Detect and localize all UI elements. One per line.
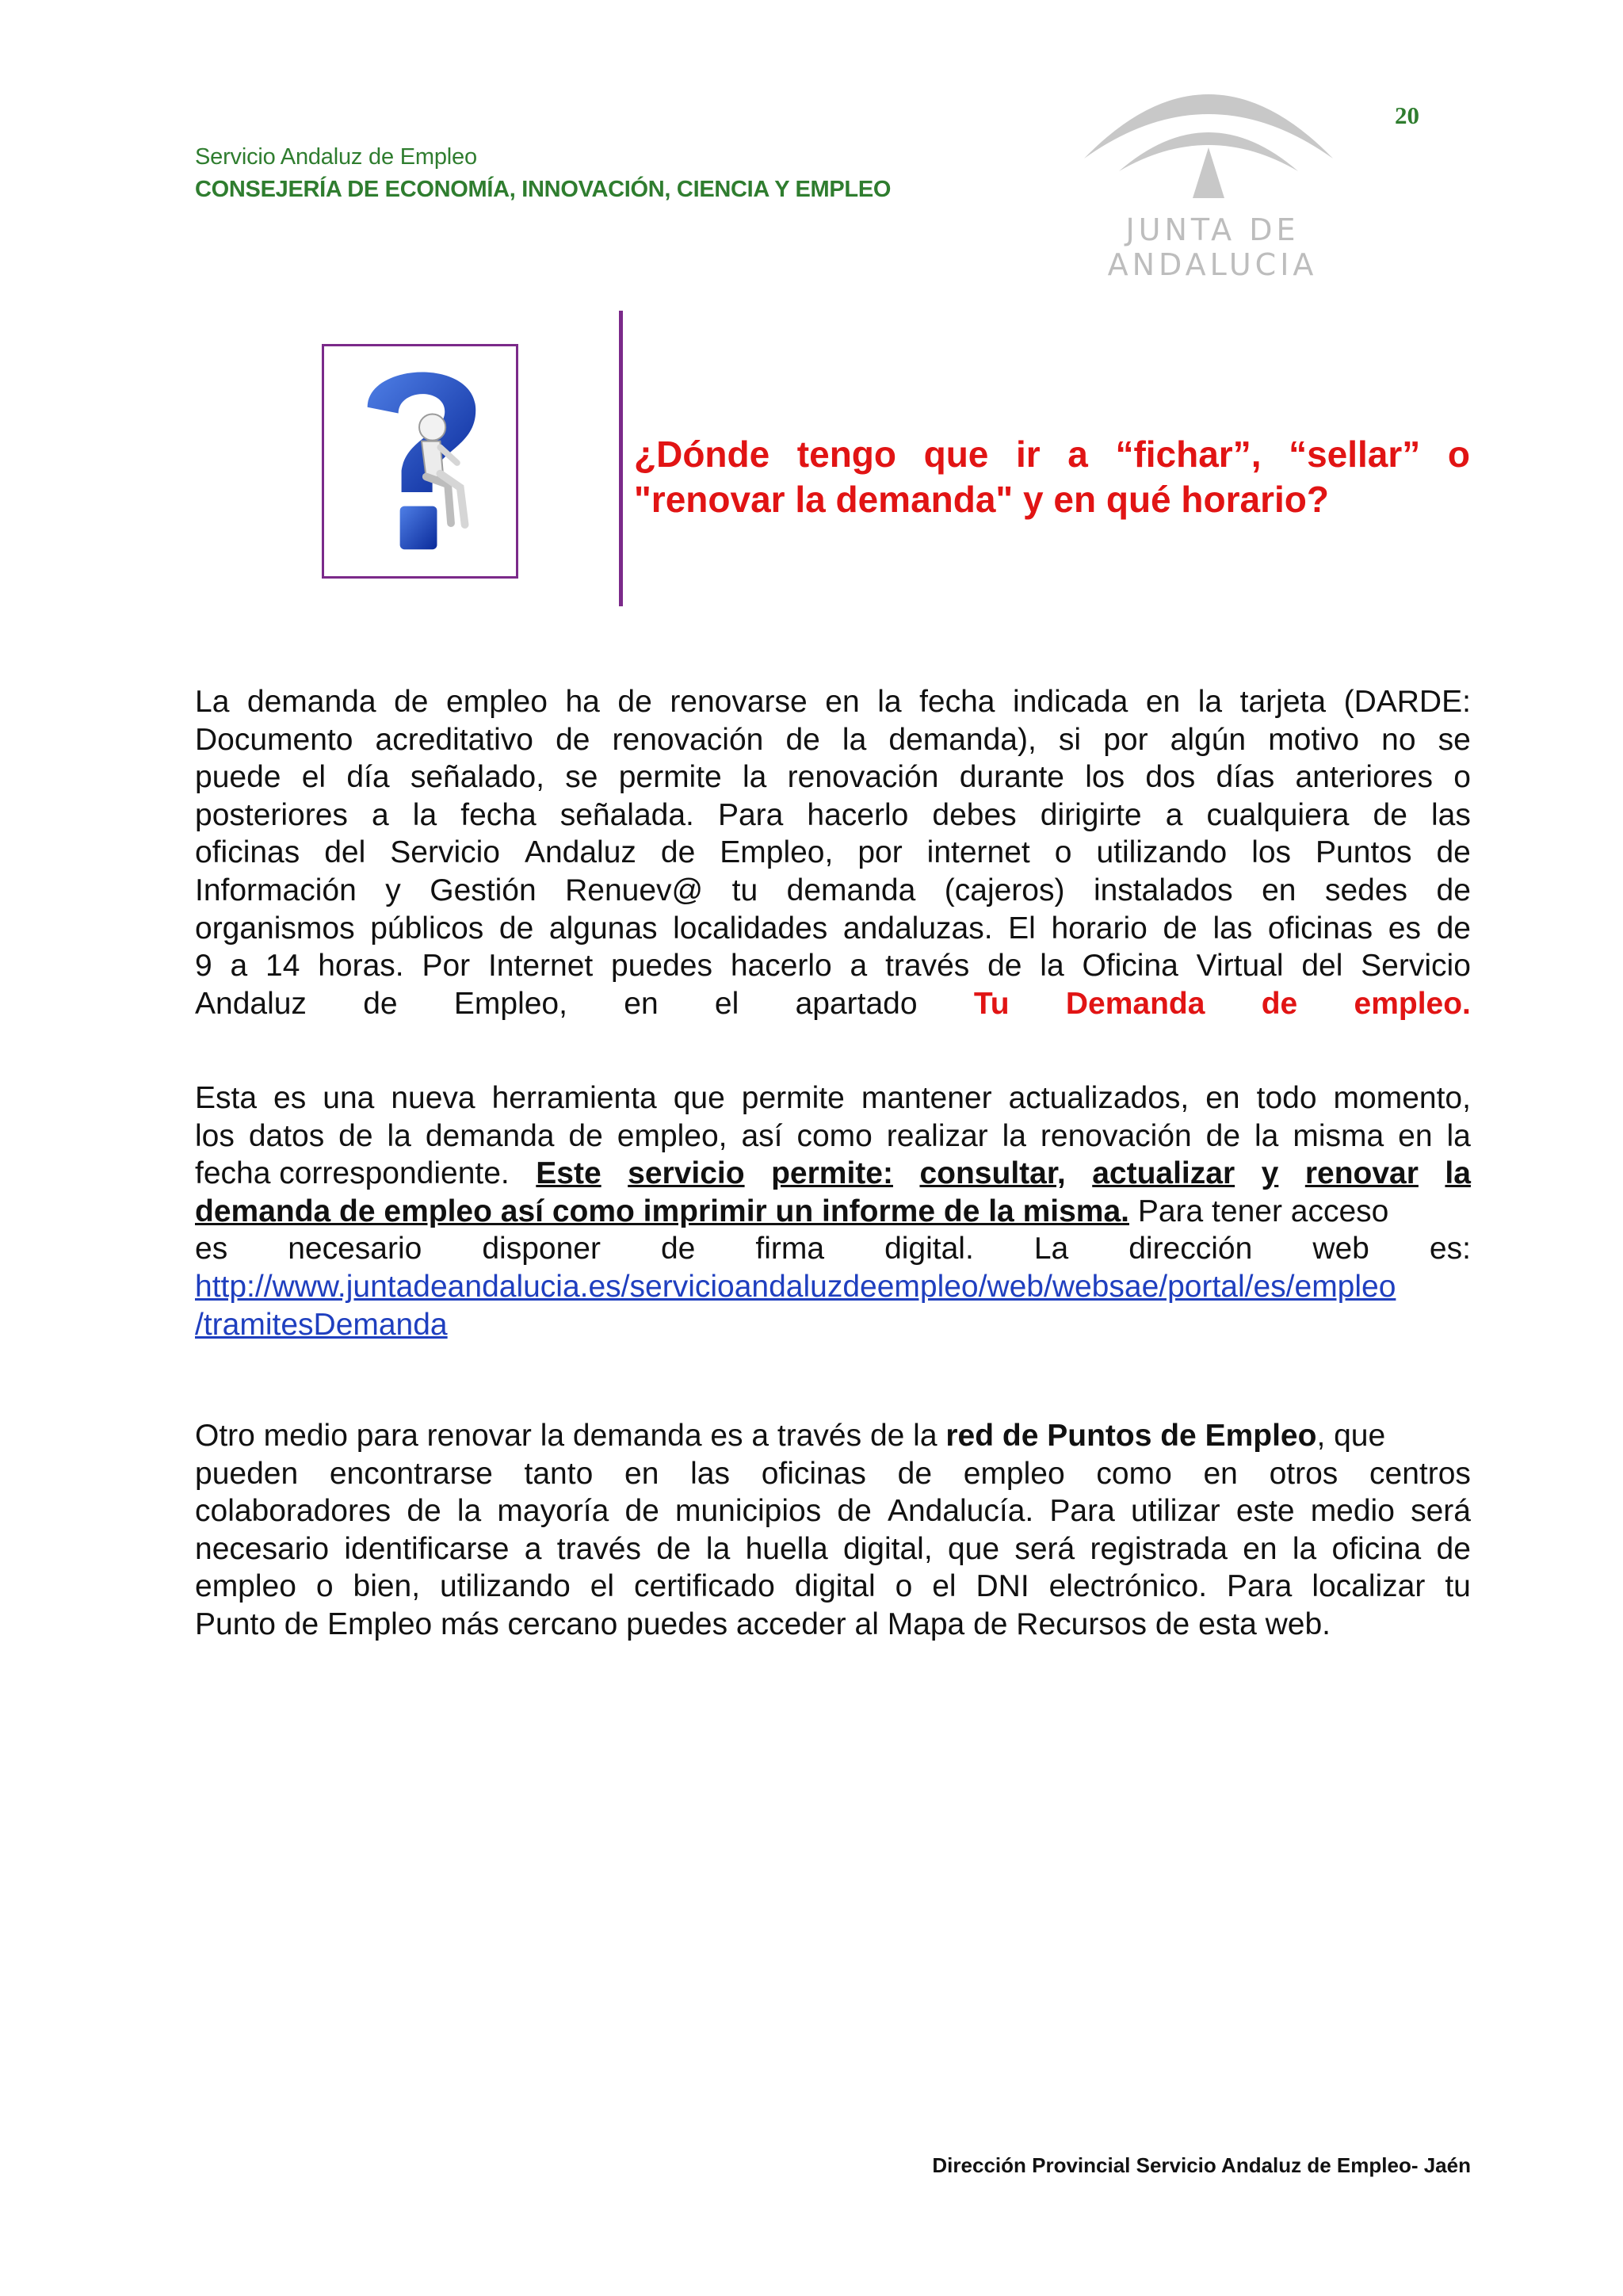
word: puede bbox=[195, 760, 281, 795]
header-ministry-name: CONSEJERÍA DE ECONOMÍA, INNOVACIÓN, CIENCIA Y EMPLEO bbox=[195, 177, 892, 202]
word: en bbox=[1205, 1081, 1240, 1115]
word: organismos bbox=[195, 911, 355, 946]
text-line bbox=[195, 1455, 1471, 1493]
word: utilizar bbox=[1130, 1494, 1220, 1529]
word: de bbox=[338, 1118, 373, 1153]
word: el bbox=[590, 1569, 615, 1604]
word: empleo bbox=[963, 1456, 1065, 1491]
word: así bbox=[741, 1118, 783, 1153]
word: de bbox=[624, 1494, 659, 1529]
word: instalados bbox=[1093, 873, 1233, 907]
word: Para bbox=[1226, 1569, 1293, 1604]
word: cualquiera bbox=[1206, 797, 1350, 832]
text-line bbox=[195, 721, 1471, 759]
word: 9 bbox=[195, 949, 212, 984]
word: Esta bbox=[195, 1081, 258, 1115]
word: se bbox=[1438, 722, 1471, 757]
word: permite bbox=[618, 760, 722, 795]
word: oficinas bbox=[1267, 911, 1373, 946]
word: digital bbox=[794, 1569, 876, 1604]
word: los bbox=[1251, 835, 1292, 870]
word: a bbox=[1165, 797, 1183, 832]
word: actualizados, bbox=[1008, 1081, 1190, 1115]
heading-word: a bbox=[1067, 434, 1088, 475]
text-line bbox=[195, 947, 1471, 985]
word: la bbox=[1292, 1531, 1317, 1566]
word: como bbox=[796, 1118, 873, 1153]
word: indicada bbox=[1013, 685, 1128, 719]
word: oficinas bbox=[195, 835, 300, 870]
word: la bbox=[705, 1531, 731, 1566]
word: en bbox=[624, 1456, 659, 1491]
word: Para bbox=[1049, 1494, 1115, 1529]
word: localidades bbox=[673, 911, 828, 946]
word: oficina bbox=[1331, 1531, 1422, 1566]
word: de bbox=[1373, 797, 1407, 832]
word: de bbox=[1436, 1531, 1471, 1566]
word: la bbox=[1446, 1118, 1471, 1153]
word: misma bbox=[1293, 1118, 1384, 1153]
word: el bbox=[932, 1569, 957, 1604]
word: es bbox=[273, 1081, 307, 1115]
heading-word: ¿Dónde bbox=[634, 434, 770, 475]
word: la bbox=[456, 1494, 482, 1529]
word: del bbox=[1301, 949, 1343, 984]
word: huella bbox=[745, 1531, 828, 1566]
question-mark-figure-icon bbox=[324, 346, 516, 576]
word: el bbox=[301, 760, 327, 795]
word: o bbox=[1054, 835, 1072, 870]
word: días bbox=[1216, 760, 1275, 795]
word: hacerlo bbox=[730, 949, 832, 984]
text-line bbox=[195, 1079, 1471, 1117]
word: que bbox=[947, 1531, 1000, 1566]
word: El bbox=[1008, 911, 1036, 946]
word: dos bbox=[1145, 760, 1196, 795]
text-line bbox=[195, 683, 1471, 721]
word: acreditativo bbox=[375, 722, 533, 757]
word: la bbox=[1254, 1118, 1279, 1153]
word: hacerlo bbox=[807, 797, 909, 832]
word: en bbox=[1243, 1531, 1277, 1566]
text-line-last: Punto de Empleo más cercano puedes acceder al Mapa de Recursos de esta web. bbox=[195, 1606, 1331, 1641]
word: Información bbox=[195, 873, 357, 907]
word: la bbox=[877, 685, 902, 719]
heading-word: o bbox=[1447, 434, 1470, 475]
text-line-last: Andaluz de Empleo, en el apartado Tu Demanda de empleo. bbox=[195, 985, 1471, 1023]
heading-word: tengo bbox=[796, 434, 896, 475]
word: la bbox=[743, 760, 767, 795]
word: anteriores bbox=[1295, 760, 1433, 795]
word: de bbox=[1163, 911, 1197, 946]
word: de bbox=[568, 1118, 603, 1153]
word: señalada. bbox=[559, 797, 694, 832]
heading-word: “fichar”, bbox=[1115, 434, 1262, 475]
logo-text: JUNTA DE ANDALUCIA bbox=[1107, 212, 1318, 282]
word: si bbox=[1058, 722, 1082, 757]
heading-word: que bbox=[923, 434, 989, 475]
header-service-name: Servicio Andaluz de Empleo bbox=[195, 144, 477, 170]
word: en bbox=[1398, 1118, 1433, 1153]
word: tu bbox=[1445, 1569, 1471, 1604]
word: motivo bbox=[1268, 722, 1360, 757]
word: Virtual bbox=[1196, 949, 1284, 984]
word: de bbox=[1436, 911, 1471, 946]
word: ha bbox=[565, 685, 600, 719]
word: la bbox=[842, 722, 867, 757]
word: Puntos bbox=[1316, 835, 1412, 870]
word: se bbox=[565, 760, 598, 795]
word: de bbox=[897, 1456, 933, 1491]
word: localizar bbox=[1312, 1569, 1426, 1604]
heading-line-1 bbox=[634, 432, 1470, 477]
word: de bbox=[617, 685, 652, 719]
word: tarjeta bbox=[1239, 685, 1327, 719]
word: La bbox=[195, 685, 230, 719]
word: demanda bbox=[425, 1118, 555, 1153]
word: todo bbox=[1256, 1081, 1317, 1115]
word: municipios bbox=[674, 1494, 822, 1529]
word: a bbox=[850, 949, 868, 984]
word: renovación bbox=[787, 760, 939, 795]
text-line bbox=[195, 1568, 1471, 1606]
word: o bbox=[1453, 760, 1471, 795]
heading-divider bbox=[619, 311, 623, 606]
word: permite bbox=[741, 1081, 845, 1115]
word: certificado bbox=[634, 1569, 775, 1604]
word: horas. bbox=[318, 949, 404, 984]
word: es bbox=[1388, 911, 1421, 946]
word: Servicio bbox=[390, 835, 500, 870]
word: a bbox=[524, 1531, 542, 1566]
word: mayoría bbox=[497, 1494, 609, 1529]
word: Renuev@ bbox=[565, 873, 704, 907]
word: centros bbox=[1369, 1456, 1471, 1491]
word: momento, bbox=[1333, 1081, 1471, 1115]
word: y bbox=[385, 873, 401, 907]
word: posteriores bbox=[195, 797, 348, 832]
text-line bbox=[195, 1492, 1471, 1530]
word: 14 bbox=[265, 949, 300, 984]
word: día bbox=[346, 760, 390, 795]
word: pueden bbox=[195, 1456, 299, 1491]
word: demanda bbox=[246, 685, 376, 719]
word: a bbox=[230, 949, 248, 984]
question-heading bbox=[634, 432, 1470, 522]
word: de bbox=[660, 835, 696, 870]
word: sedes bbox=[1324, 873, 1408, 907]
word: algunas bbox=[548, 911, 658, 946]
word: este bbox=[1235, 1494, 1295, 1529]
word: la bbox=[1197, 685, 1223, 719]
word: será bbox=[1014, 1531, 1075, 1566]
word: horario bbox=[1051, 911, 1148, 946]
word: internet bbox=[926, 835, 1030, 870]
word: en bbox=[1145, 685, 1181, 719]
word: electrónico. bbox=[1048, 1569, 1208, 1604]
word: de bbox=[837, 1494, 872, 1529]
word: o bbox=[895, 1569, 913, 1604]
heading-word: “sellar” bbox=[1289, 434, 1421, 475]
word: los bbox=[195, 1118, 235, 1153]
word: renovación bbox=[612, 722, 764, 757]
word: Empleo, bbox=[720, 835, 834, 870]
word: en bbox=[1203, 1456, 1238, 1491]
page-footer: Dirección Provincial Servicio Andaluz de Empleo- Jaén bbox=[932, 2153, 1471, 2177]
word: empleo bbox=[195, 1569, 296, 1604]
word: Documento bbox=[195, 722, 353, 757]
word: DNI bbox=[976, 1569, 1029, 1604]
word: la bbox=[387, 1118, 411, 1153]
word: Internet bbox=[487, 949, 594, 984]
word: del bbox=[324, 835, 366, 870]
page-number: 20 bbox=[1395, 101, 1419, 129]
word: renovarse bbox=[670, 685, 808, 719]
word: de bbox=[394, 685, 429, 719]
word: renovación bbox=[1040, 1118, 1192, 1153]
word: Andalucía. bbox=[887, 1494, 1034, 1529]
word: identificarse bbox=[344, 1531, 510, 1566]
word: las bbox=[1431, 797, 1471, 832]
tu-demanda-link-text[interactable]: Demanda bbox=[1065, 986, 1205, 1021]
text-line: es necesario disponer de firma digital. La dirección web es: bbox=[195, 1232, 1471, 1266]
word: Andaluz bbox=[524, 835, 636, 870]
heading-word: ir bbox=[1015, 434, 1041, 475]
word: Por bbox=[422, 949, 471, 984]
word: la bbox=[412, 797, 437, 832]
word: demanda), bbox=[888, 722, 1037, 757]
word: mantener bbox=[861, 1081, 992, 1115]
paragraph-renewal bbox=[195, 683, 1471, 1022]
word: bien, bbox=[353, 1569, 421, 1604]
word: que bbox=[673, 1081, 725, 1115]
word: en bbox=[1262, 873, 1296, 907]
word: de bbox=[656, 1531, 691, 1566]
word: otros bbox=[1269, 1456, 1338, 1491]
word: Servicio bbox=[1361, 949, 1471, 984]
word: las bbox=[690, 1456, 730, 1491]
word: registrada bbox=[1090, 1531, 1228, 1566]
word: utilizando bbox=[1096, 835, 1228, 870]
word: tu bbox=[731, 873, 758, 907]
word: las bbox=[1212, 911, 1253, 946]
text-line: fecha correspondiente. Este servicio permite: consultar, actualizar y renovar la bbox=[195, 1156, 1471, 1191]
word: de bbox=[1436, 873, 1471, 907]
word: en bbox=[825, 685, 860, 719]
text-line bbox=[195, 910, 1471, 948]
word: durante bbox=[959, 760, 1064, 795]
word: fecha bbox=[919, 685, 995, 719]
word: no bbox=[1381, 722, 1416, 757]
word: como bbox=[1096, 1456, 1172, 1491]
word: través bbox=[885, 949, 970, 984]
word: de bbox=[407, 1494, 441, 1529]
word: (DARDE: bbox=[1343, 685, 1471, 719]
word: empleo, bbox=[617, 1118, 727, 1153]
word: por bbox=[857, 835, 903, 870]
word: través bbox=[556, 1531, 641, 1566]
word: tanto bbox=[524, 1456, 594, 1491]
question-mark-image bbox=[322, 344, 518, 579]
word: de bbox=[987, 949, 1022, 984]
word: algún bbox=[1170, 722, 1247, 757]
word: demanda bbox=[786, 873, 916, 907]
word: de bbox=[556, 722, 590, 757]
heading-line-2: "renovar la demanda" y en qué horario? bbox=[634, 479, 1329, 520]
word: de bbox=[785, 722, 820, 757]
word: la bbox=[1002, 1118, 1026, 1153]
word: o bbox=[315, 1569, 334, 1604]
tu-demanda-link-text[interactable]: de bbox=[1261, 986, 1298, 1021]
word: de bbox=[1205, 1118, 1241, 1153]
word: debes bbox=[932, 797, 1017, 832]
word: la bbox=[1040, 949, 1064, 984]
text-line: Otro medio para renovar la demanda es a través de la red de Puntos de Empleo, que bbox=[195, 1419, 1386, 1453]
text-line bbox=[195, 1530, 1471, 1568]
word: Para bbox=[717, 797, 784, 832]
word: de bbox=[1436, 835, 1471, 870]
word: por bbox=[1103, 722, 1148, 757]
word: puedes bbox=[611, 949, 712, 984]
text-line bbox=[195, 797, 1471, 835]
word: necesario bbox=[195, 1531, 330, 1566]
paragraph-puntos-empleo bbox=[195, 1417, 1471, 1644]
word: digital, bbox=[842, 1531, 933, 1566]
word: empleo bbox=[446, 685, 548, 719]
word: andaluzas. bbox=[842, 911, 993, 946]
tramites-demanda-link[interactable]: http://www.juntadeandalucia.es/servicioandaluzdeempleo/web/websae/portal/es/empleo bbox=[195, 1269, 1396, 1304]
word: señalado, bbox=[410, 760, 544, 795]
tu-demanda-link-text[interactable]: Tu bbox=[973, 986, 1010, 1021]
word: dirigirte bbox=[1040, 797, 1142, 832]
url-line bbox=[195, 1306, 1471, 1344]
word: de bbox=[498, 911, 534, 946]
word: realizar bbox=[886, 1118, 988, 1153]
text-line bbox=[195, 758, 1471, 797]
text-line bbox=[195, 1117, 1471, 1156]
word: encontrarse bbox=[329, 1456, 493, 1491]
tu-demanda-link-text[interactable]: empleo. bbox=[1354, 986, 1471, 1021]
tramites-demanda-link-cont[interactable]: /tramitesDemanda bbox=[195, 1307, 448, 1342]
word: (cajeros) bbox=[944, 873, 1065, 907]
paragraph-online-tool bbox=[195, 1079, 1471, 1343]
word: será bbox=[1411, 1494, 1471, 1529]
word: una bbox=[323, 1081, 375, 1115]
word: medio bbox=[1310, 1494, 1395, 1529]
word: Gestión bbox=[430, 873, 537, 907]
text-line: demanda de empleo así como imprimir un informe de la misma. Para tener acceso bbox=[195, 1194, 1389, 1228]
word: los bbox=[1085, 760, 1125, 795]
word: fecha bbox=[460, 797, 537, 832]
word: a bbox=[372, 797, 389, 832]
word: públicos bbox=[370, 911, 484, 946]
word: colaboradores bbox=[195, 1494, 391, 1529]
word: oficinas bbox=[761, 1456, 866, 1491]
word: datos bbox=[248, 1118, 325, 1153]
word: nueva bbox=[391, 1081, 475, 1115]
url-line bbox=[195, 1268, 1471, 1306]
word: herramienta bbox=[491, 1081, 657, 1115]
text-line bbox=[195, 872, 1471, 910]
word: Oficina bbox=[1082, 949, 1178, 984]
word: utilizando bbox=[440, 1569, 571, 1604]
text-line bbox=[195, 834, 1471, 872]
